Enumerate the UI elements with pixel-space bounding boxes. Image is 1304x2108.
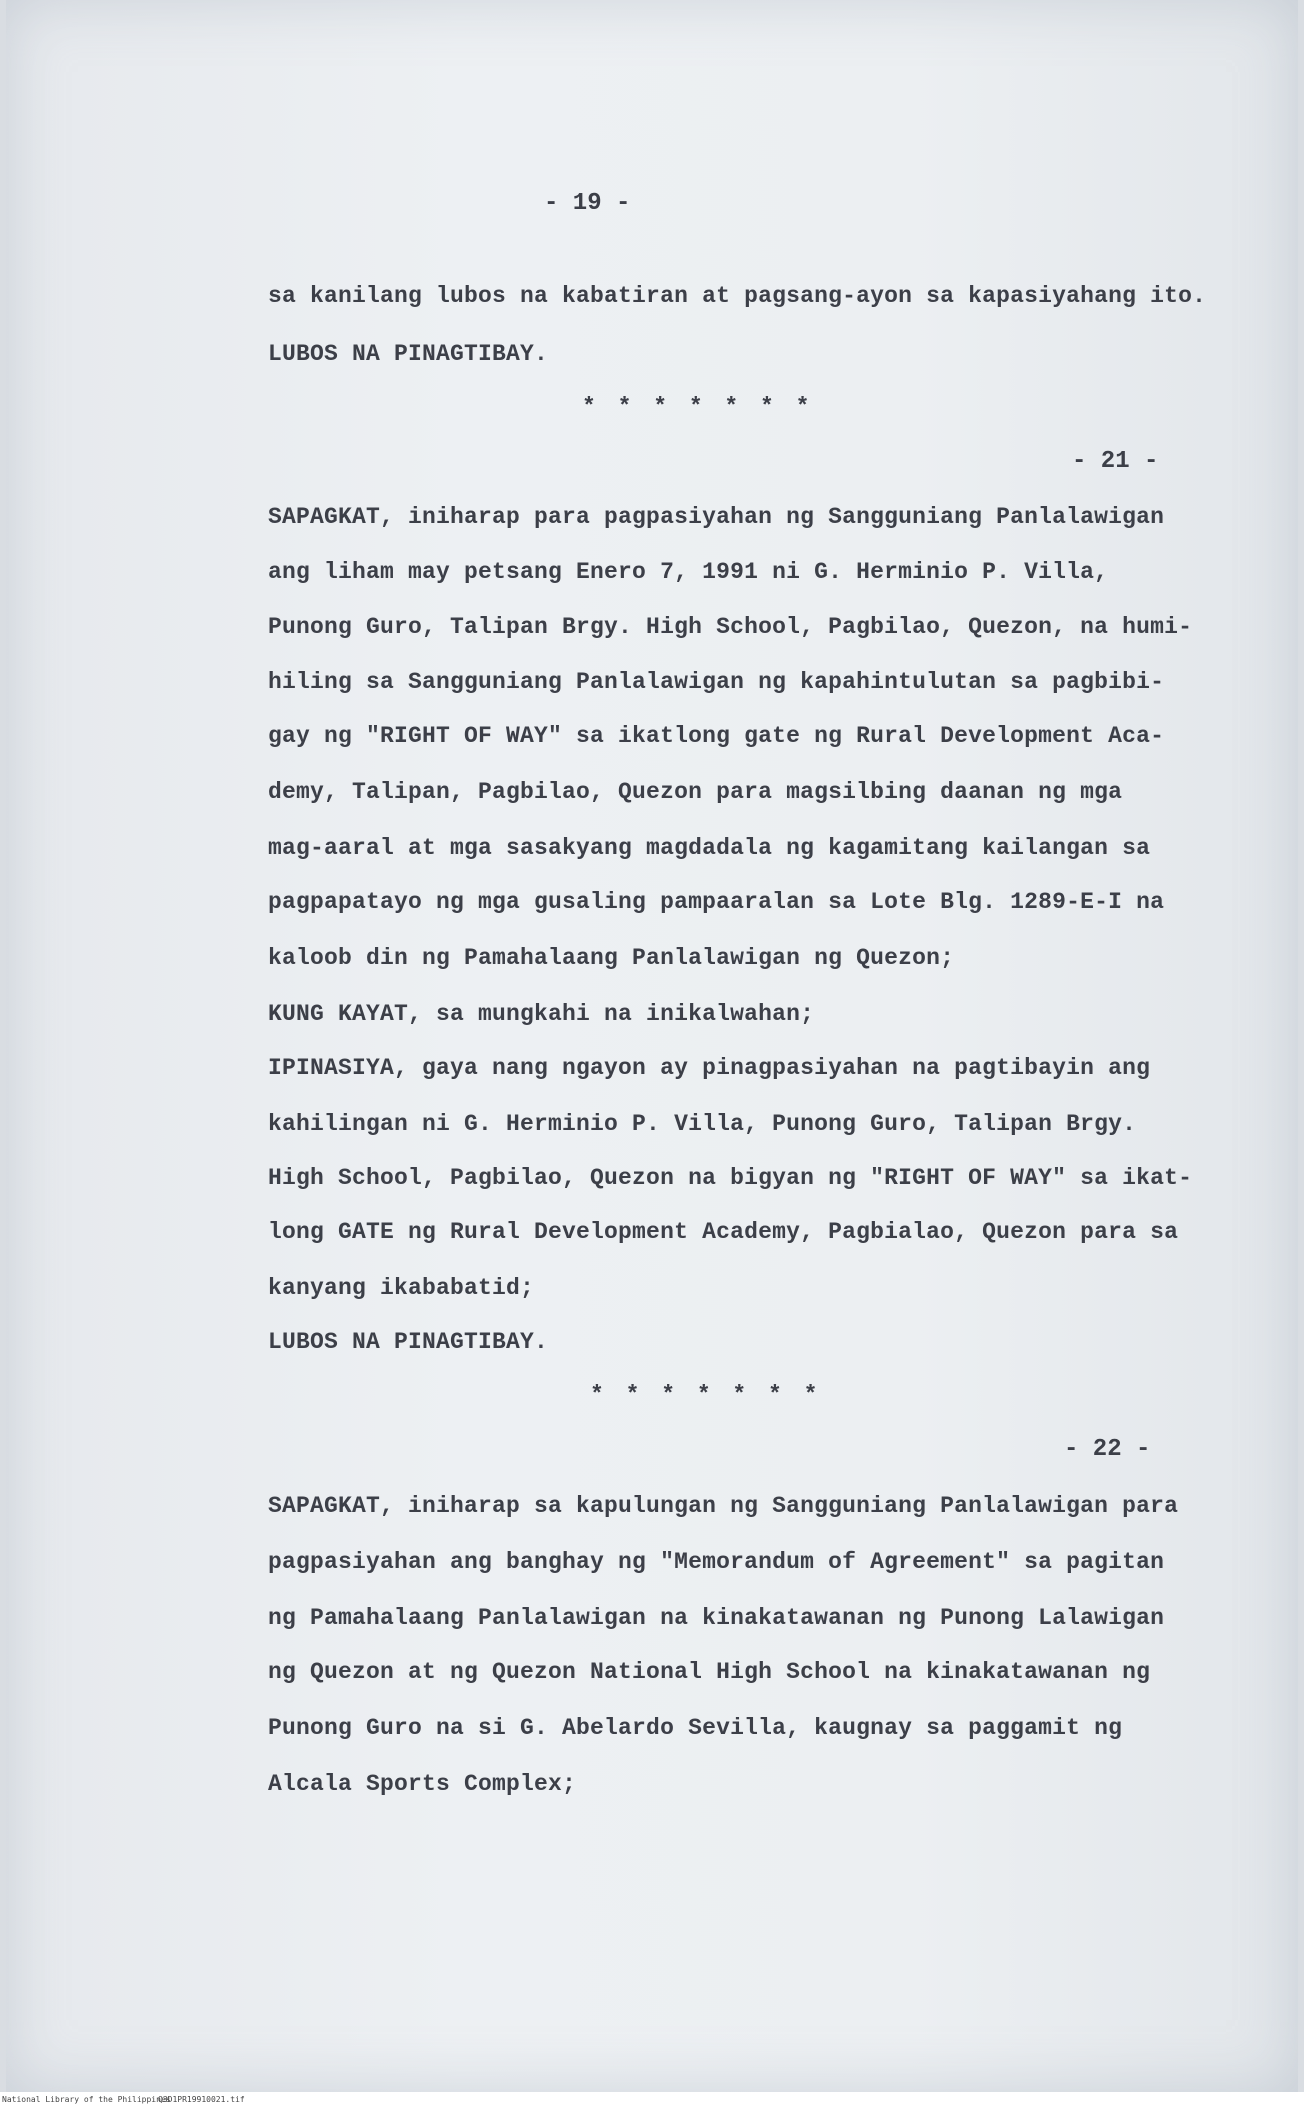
section-21-line: mag-aaral at mga sasakyang magdadala ng kagamitang kailangan sa (268, 835, 1151, 861)
section-22-line: Alcala Sports Complex; (268, 1771, 577, 1797)
section-number-21: - 21 - (1072, 448, 1159, 475)
section-21-line: High School, Pagbilao, Quezon na bigyan ng "RIGHT OF WAY" sa ikat- (268, 1165, 1193, 1191)
section-21-line: gay ng "RIGHT OF WAY" sa ikatlong gate ng Rural Development Aca- (268, 723, 1165, 749)
document-page (6, 0, 1298, 2092)
section-22-line: pagpasiyahan ang banghay ng "Memorandum of Agreement" sa pagitan (268, 1549, 1165, 1575)
section-22-line: SAPAGKAT, iniharap sa kapulungan ng Sangguniang Panlalawigan para (268, 1493, 1179, 1519)
section-22-line: Punong Guro na si G. Abelardo Sevilla, kaugnay sa paggamit ng (268, 1715, 1123, 1741)
section-21-line: kahilingan ni G. Herminio P. Villa, Punong Guro, Talipan Brgy. (268, 1111, 1137, 1137)
section-21-line: Punong Guro, Talipan Brgy. High School, Pagbilao, Quezon, na humi- (268, 614, 1193, 640)
section-21-line: hiling sa Sangguniang Panlalawigan ng kapahintulutan sa pagbibi- (268, 669, 1165, 695)
section-21-line: demy, Talipan, Pagbilao, Quezon para magsilbing daanan ng mga (268, 779, 1123, 805)
footer-source: National Library of the Philippines (2, 2095, 171, 2104)
footer-filename: Q3D1PR19910021.tif (158, 2095, 245, 2104)
section-21-line: kaloob din ng Pamahalaang Panlalawigan ng Quezon; (268, 945, 955, 971)
section-22-line: ng Pamahalaang Panlalawigan na kinakatawanan ng Punong Lalawigan (268, 1605, 1165, 1631)
page-number-19: - 19 - (544, 190, 631, 217)
scan-footer (0, 2092, 1304, 2108)
section-number-22: - 22 - (1064, 1436, 1151, 1463)
section-21-line: kanyang ikababatid; (268, 1275, 535, 1301)
resolution-closing: LUBOS NA PINAGTIBAY. (268, 341, 549, 367)
section-21-line: IPINASIYA, gaya nang ngayon ay pinagpasiyahan na pagtibayin ang (268, 1055, 1151, 1081)
opening-line: sa kanilang lubos na kabatiran at pagsang-ayon sa kapasiyahang ito. (268, 283, 1207, 309)
section-21-line: SAPAGKAT, iniharap para pagpasiyahan ng Sangguniang Panlalawigan (268, 504, 1165, 530)
separator-stars: * * * * * * * (582, 394, 814, 420)
section-21-line: LUBOS NA PINAGTIBAY. (268, 1329, 549, 1355)
section-22-line: ng Quezon at ng Quezon National High School na kinakatawanan ng (268, 1659, 1151, 1685)
section-21-line: long GATE ng Rural Development Academy, Pagbialao, Quezon para sa (268, 1219, 1179, 1245)
separator-stars: * * * * * * * (590, 1382, 822, 1408)
section-21-line: KUNG KAYAT, sa mungkahi na inikalwahan; (268, 1001, 815, 1027)
section-21-line: pagpapatayo ng mga gusaling pampaaralan sa Lote Blg. 1289-E-I na (268, 889, 1165, 915)
section-21-line: ang liham may petsang Enero 7, 1991 ni G. Herminio P. Villa, (268, 559, 1109, 585)
